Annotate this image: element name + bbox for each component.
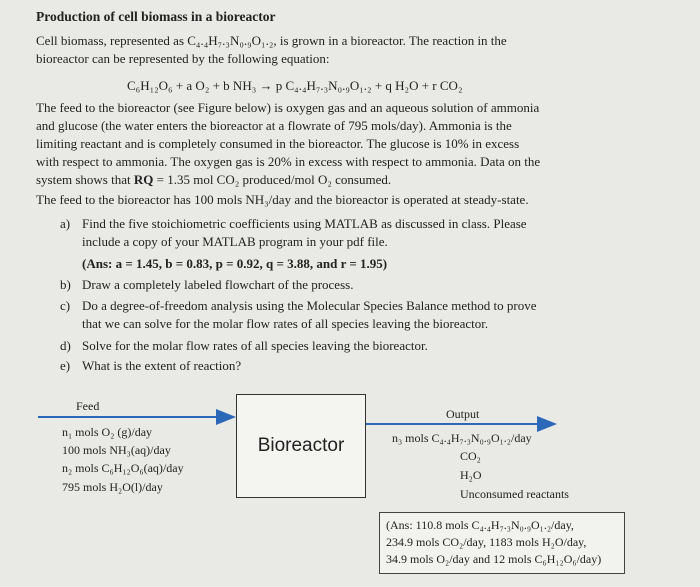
feed-label: Feed (76, 399, 100, 413)
body-line-6: The feed to the bioreactor has 100 mols NH₃/day and the bioreactor is operated at steady-state. (36, 192, 529, 207)
question-c-line-1: Do a degree-of-freedom analysis using the Molecular Species Balance method to prove (82, 298, 537, 313)
answer-box (379, 512, 625, 574)
question-a-line-1: Find the five stoichiometric coefficients using MATLAB as discussed in class. Please (82, 216, 527, 231)
question-c-label: c) (60, 298, 71, 313)
question-c-line-2: that we can solve for the molar flow rates of all species leaving the bioreactor. (82, 316, 489, 331)
body-line-1: The feed to the bioreactor (see Figure below) is oxygen gas and an aqueous solution of ammonia (36, 100, 540, 115)
output-item-co2: CO₂ (460, 449, 481, 463)
question-b-label: b) (60, 277, 71, 292)
question-a-label: a) (60, 216, 71, 231)
answer-line-3: 34.9 mols O₂/day and 12 mols C₆H₁₂O₆/day) (386, 552, 602, 566)
output-label: Output (446, 407, 480, 421)
rq-definition: = 1.35 mol CO₂ produced/mol O₂ consumed. (153, 172, 392, 187)
feed-item-ammonia: 100 mols NH₃(aq)/day (62, 443, 171, 457)
feed-item-oxygen: n₁ mols O₂ (g)/day (62, 425, 153, 439)
body-line-3: limiting reactant and is completely consumed in the bioreactor. The glucose is 10% in excess (36, 136, 520, 151)
feed-item-glucose: n₂ mols C₆H₁₂O₆(aq)/day (62, 461, 184, 475)
body-line-4: with respect to ammonia. The oxygen gas is 20% in excess with respect to ammonia. Data on the (36, 154, 541, 169)
question-e-label: e) (60, 358, 71, 373)
rq-symbol: RQ (133, 172, 154, 187)
intro-line-1: Cell biomass, represented as C₄.₄H₇.₃N₀.₉O₁.₂, is grown in a bioreactor. The reaction in the (36, 33, 507, 48)
feed-item-water: 795 mols H₂O(l)/day (62, 480, 163, 494)
question-d-text: Solve for the molar flow rates of all species leaving the bioreactor. (82, 338, 428, 353)
question-e-text: What is the extent of reaction? (82, 358, 242, 373)
bioreactor-label: Bioreactor (257, 435, 345, 456)
answer-line-2: 234.9 mols CO₂/day, 1183 mols H₂O/day, (386, 535, 587, 549)
question-a-line-2: include a copy of your MATLAB program in your pdf file. (82, 234, 388, 249)
bioreactor-box (236, 394, 366, 498)
reaction-equation: C₆H₁₂O₆ + a O₂ + b NH₃ → p C₄.₄H₇.₃N₀.₉O₁.₂ + q H₂O + r CO₂ (127, 78, 463, 93)
output-item-biomass: n₃ mols C₄.₄H₇.₃N₀.₉O₁.₂/day (392, 431, 532, 445)
output-item-unconsumed: Unconsumed reactants (460, 487, 569, 501)
problem-title: Production of cell biomass in a bioreactor (36, 9, 276, 24)
question-b-text: Draw a completely labeled flowchart of the process. (82, 277, 354, 292)
output-item-water: H₂O (460, 468, 482, 482)
answer-line-1: (Ans: 110.8 mols C₄.₄H₇.₃N₀.₉O₁.₂/day, (386, 518, 574, 532)
rq-prefix: system shows that (36, 172, 134, 187)
question-d-label: d) (60, 338, 71, 353)
body-line-2: and glucose (the water enters the bioreactor at a flowrate of 795 mols/day). Ammonia is the (36, 118, 512, 133)
intro-line-2: bioreactor can be represented by the following equation: (36, 51, 330, 66)
question-a-answer: (Ans: a = 1.45, b = 0.83, p = 0.92, q = 3.88, and r = 1.95) (82, 256, 388, 271)
